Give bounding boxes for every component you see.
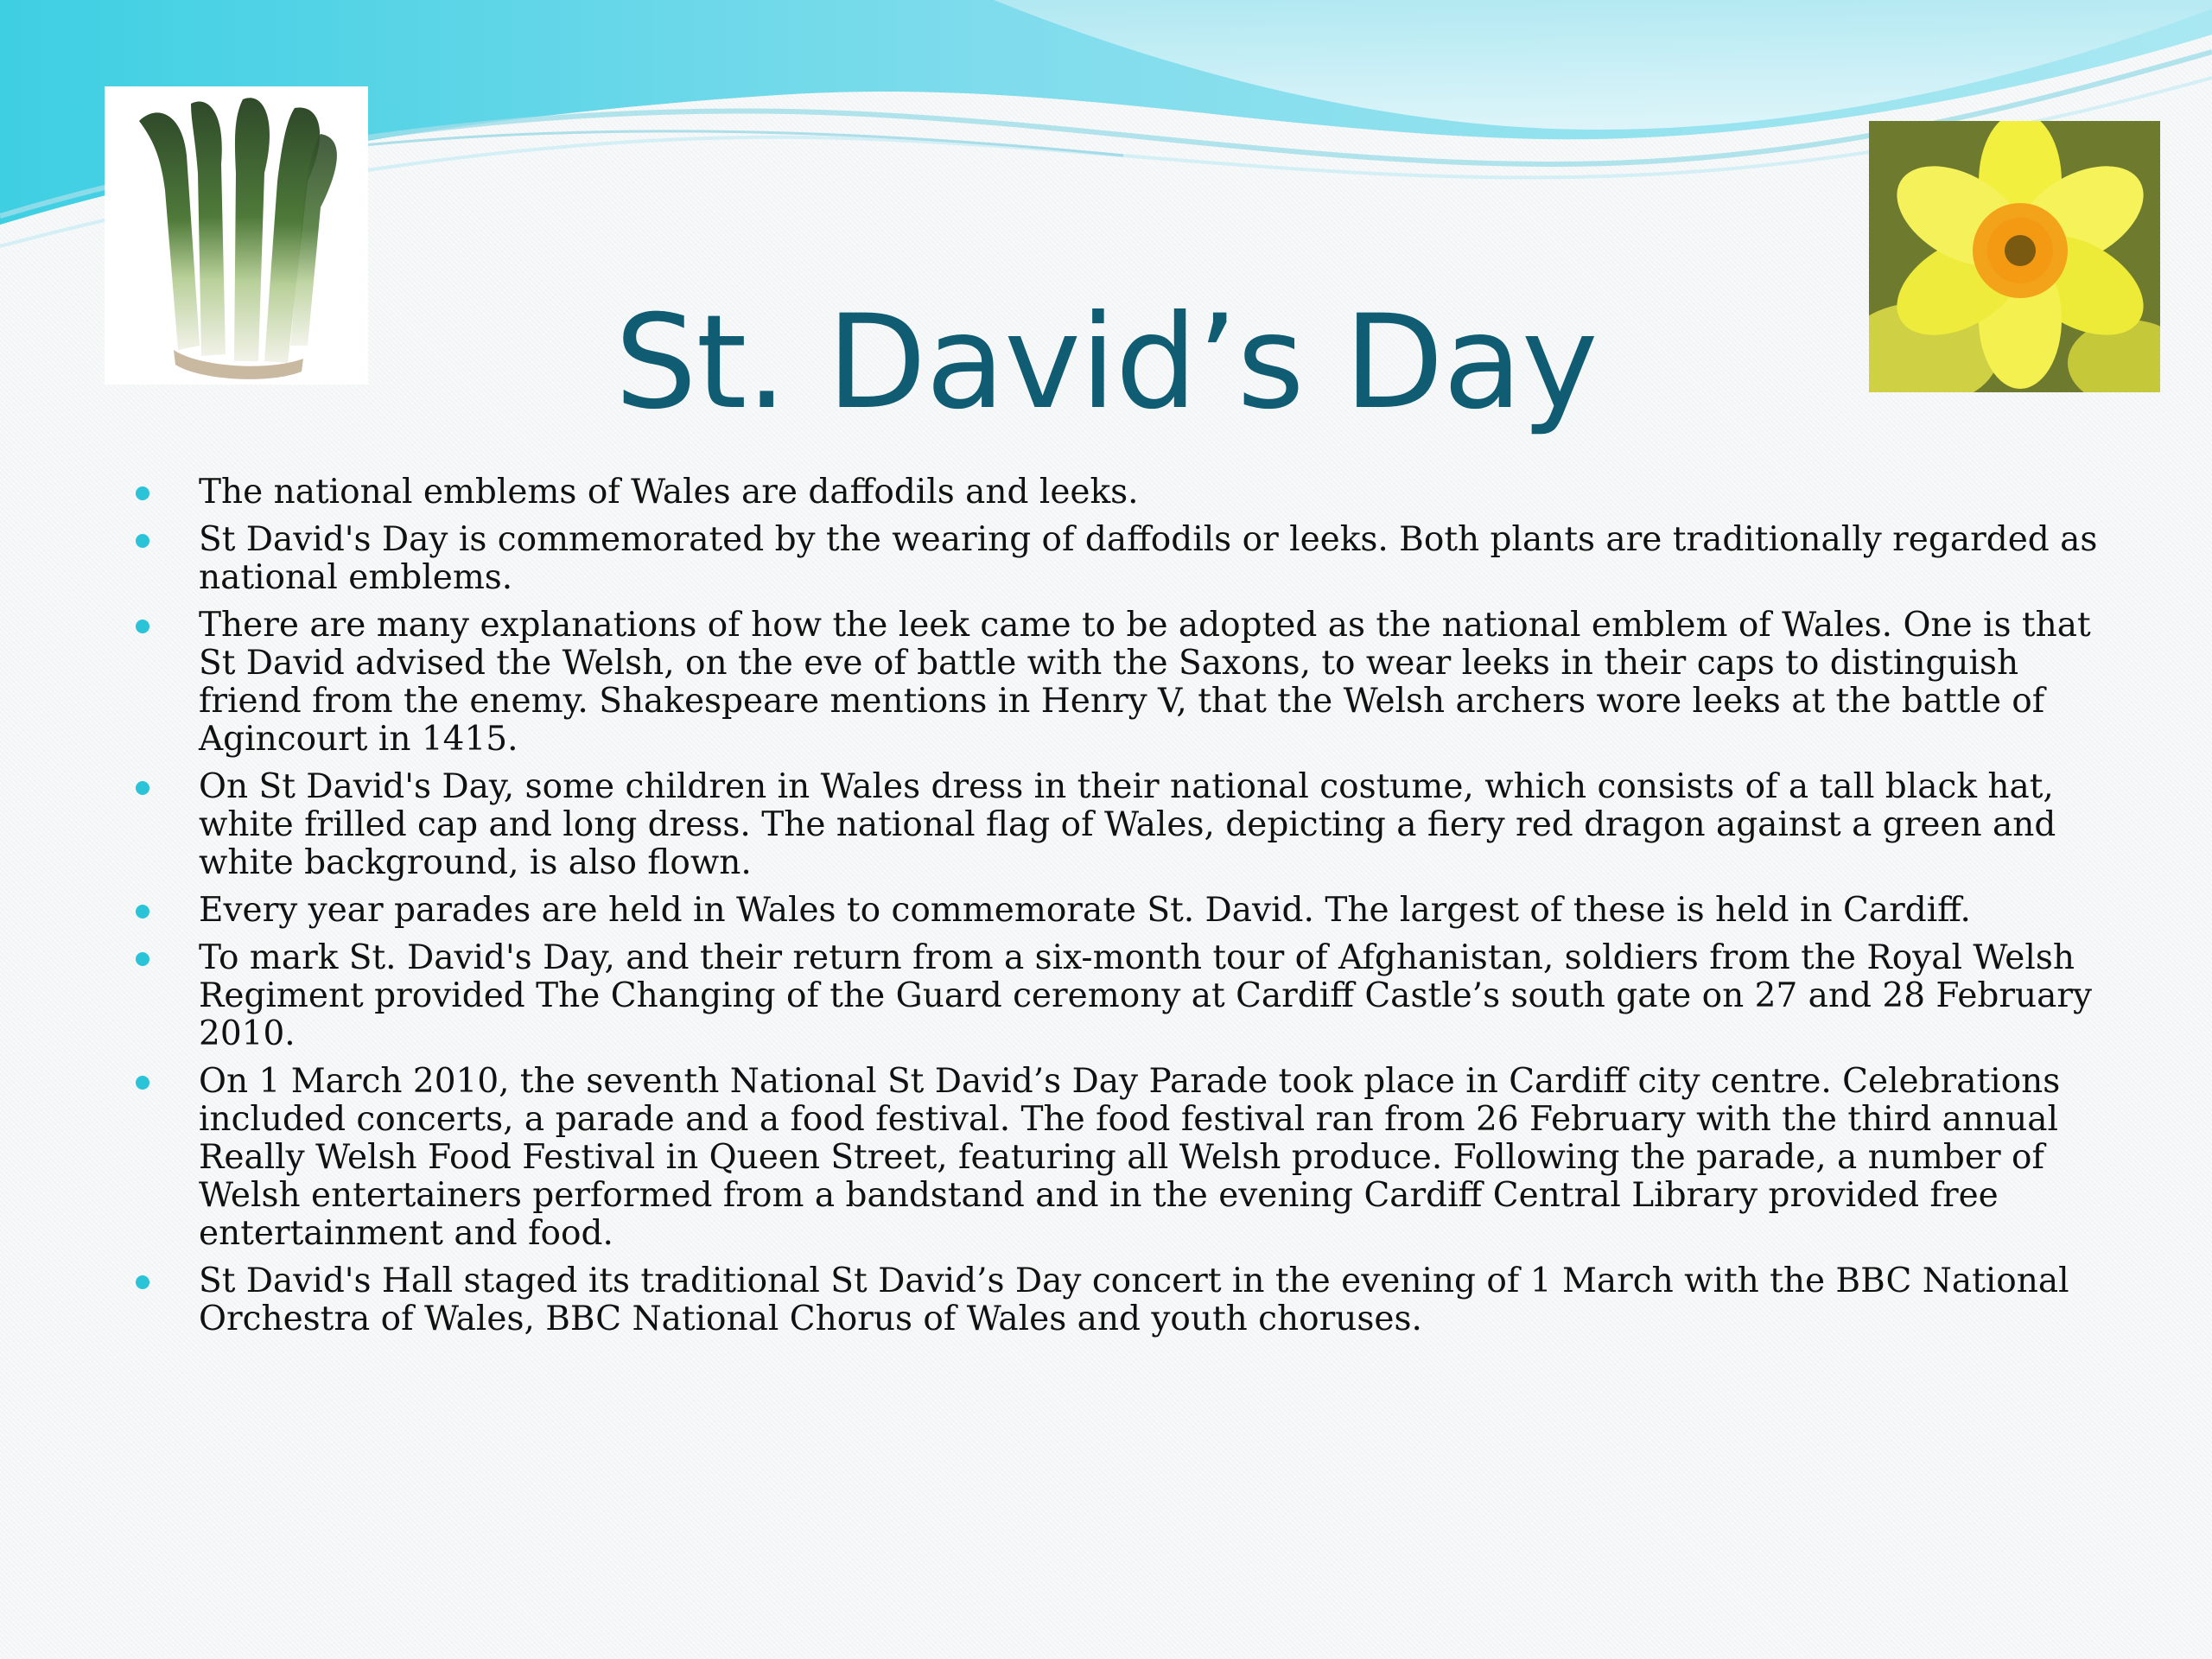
list-item: [130, 474, 2108, 512]
bullet-text: On 1 March 2010, the seventh National St David’s Day Parade took place in Cardiff city centre. Celebrations included concerts, a parade and a food festival. The food festival ran from 26 February with the third annual Really Welsh Food Festival in Queen Street, featuring all Welsh produce. Following the parade, a number of Welsh entertainers performed from a bandstand and in the evening Cardiff Central Library provided free entertainment and food.: [199, 1062, 2061, 1253]
list-item: [130, 607, 2108, 759]
list-item: [130, 521, 2108, 597]
bullet-text: On St David's Day, some children in Wales dress in their national costume, which consists of a tall black hat, white frilled cap and long dress. The national flag of Wales, depicting a fiery red dragon against a green and white background, is also flown.: [199, 767, 2056, 882]
list-item: [130, 892, 2108, 930]
bullet-icon: [136, 1275, 149, 1289]
bullet-text: To mark St. David's Day, and their return from a six-month tour of Afghanistan, soldiers from the Royal Welsh Regiment provided The Changing of the Guard ceremony at Cardiff Castle’s south gate on 27 and 28 February 2010.: [199, 938, 2093, 1053]
slide-title: St. David’s Day: [614, 288, 1598, 438]
bullet-icon: [136, 952, 149, 966]
bullet-icon: [136, 781, 149, 795]
bullet-list: [130, 474, 2108, 1348]
bullet-icon: [136, 905, 149, 918]
bullet-text: St David's Day is commemorated by the wearing of daffodils or leeks. Both plants are traditionally regarded as national emblems.: [199, 520, 2098, 597]
bullet-icon: [136, 534, 149, 548]
bullet-text: Every year parades are held in Wales to commemorate St. David. The largest of these is held in Cardiff.: [199, 891, 1971, 930]
list-item: [130, 768, 2108, 882]
bullet-icon: [136, 486, 149, 500]
list-item: [130, 1063, 2108, 1253]
bullet-icon: [136, 1076, 149, 1090]
list-item: [130, 939, 2108, 1053]
bullet-text: St David's Hall staged its traditional St David’s Day concert in the evening of 1 March with the BBC National Orchestra of Wales, BBC National Chorus of Wales and youth choruses.: [199, 1262, 2069, 1338]
list-item: [130, 1262, 2108, 1338]
bullet-text: There are many explanations of how the leek came to be adopted as the national emblem of Wales. One is that St David advised the Welsh, on the eve of battle with the Saxons, to wear leeks in their caps to distinguish friend from the enemy. Shakespeare mentions in Henry V, that the Welsh archers wore leeks at the battle of Agincourt in 1415.: [199, 606, 2091, 759]
bullet-icon: [136, 620, 149, 633]
bullet-text: The national emblems of Wales are daffodils and leeks.: [199, 473, 1139, 512]
